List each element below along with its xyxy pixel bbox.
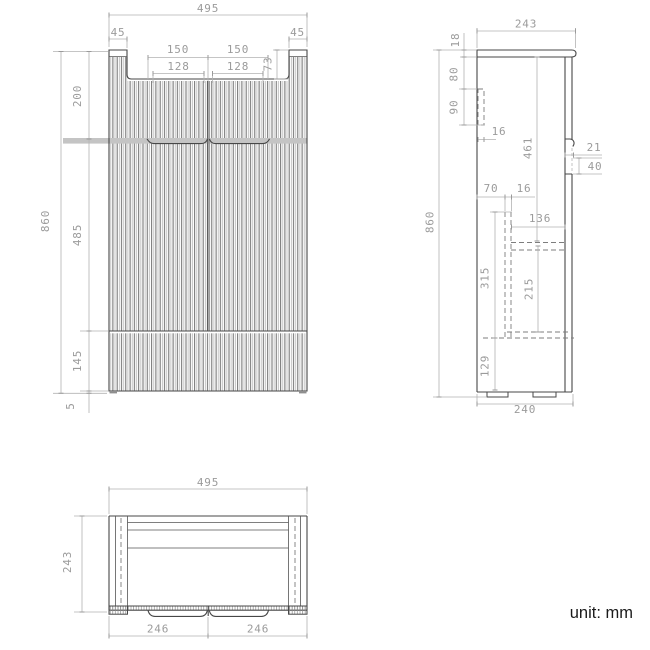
front-dim-middle-section: 485 [71, 223, 84, 247]
panel-front-left [109, 606, 128, 614]
drawer-hidden-lines [483, 212, 574, 338]
top-dim-door-right: 246 [246, 622, 270, 636]
carcass-profile [477, 57, 572, 392]
back-rail-lines [128, 523, 289, 549]
side-dim-drawer-thickness: 16 [516, 182, 532, 195]
door-profile [565, 57, 574, 392]
leg-front [487, 392, 508, 397]
front-dim-side-right: 45 [290, 26, 305, 39]
top-dim-door-left: 246 [146, 622, 170, 636]
front-dim-width: 495 [196, 2, 220, 15]
side-dim-top-thickness: 18 [449, 32, 462, 48]
side-panel-lines [116, 516, 301, 606]
side-dim-drawer-depth: 136 [528, 212, 552, 225]
wall-rail-hidden [478, 89, 484, 125]
top-view [61, 476, 307, 639]
foot-right [299, 391, 307, 393]
front-dim-handle-inner-right: 128 [226, 60, 250, 73]
side-view [424, 18, 603, 417]
top-handle-left [148, 610, 207, 616]
divider-band [63, 138, 307, 144]
front-dim-handle-outer-left: 150 [166, 43, 190, 56]
top-dim-width: 495 [196, 476, 220, 489]
front-dim-top-section: 200 [71, 84, 84, 108]
side-dim-rail-thickness: 16 [491, 125, 507, 138]
side-dim-door-thickness: 21 [586, 141, 602, 154]
front-dim-side-left: 45 [110, 26, 126, 39]
panel-front-right [289, 606, 308, 614]
side-dim-rail-offset: 80 [447, 66, 461, 82]
side-dim-bottom-clearance: 129 [478, 354, 492, 378]
side-dim-depth: 243 [514, 17, 538, 31]
leg-back [533, 392, 556, 397]
side-dim-handle-groove: 40 [587, 160, 603, 173]
side-dim-drawer-inner: 215 [522, 277, 536, 301]
side-dim-drawer-height: 315 [478, 266, 492, 290]
front-dim-recess-depth: 73 [261, 56, 275, 72]
front-dim-handle-inner-left: 128 [167, 60, 190, 73]
side-dim-total-height: 860 [423, 210, 437, 234]
side-dim-rail-height: 90 [447, 99, 461, 115]
countertop-profile [477, 50, 576, 57]
side-dim-back-clearance: 70 [483, 182, 499, 195]
unit-label: unit: mm [569, 604, 633, 622]
side-panel-hidden-lines [121, 518, 295, 604]
side-dim-base-depth: 240 [513, 403, 537, 416]
foot-left [110, 391, 118, 393]
front-dim-total-height: 860 [39, 209, 52, 233]
top-handle-right [209, 610, 268, 616]
top-dimension-ticks [80, 487, 308, 639]
side-dimension-lines [433, 28, 602, 406]
top-dim-depth: 243 [61, 550, 74, 574]
front-dim-handle-outer-right: 150 [226, 43, 250, 56]
front-dim-foot-height: 5 [64, 402, 77, 410]
front-view [39, 2, 307, 413]
side-dimension-ticks [437, 29, 582, 407]
front-dim-bottom-section: 145 [71, 349, 84, 373]
side-dim-door-height: 461 [521, 136, 535, 160]
